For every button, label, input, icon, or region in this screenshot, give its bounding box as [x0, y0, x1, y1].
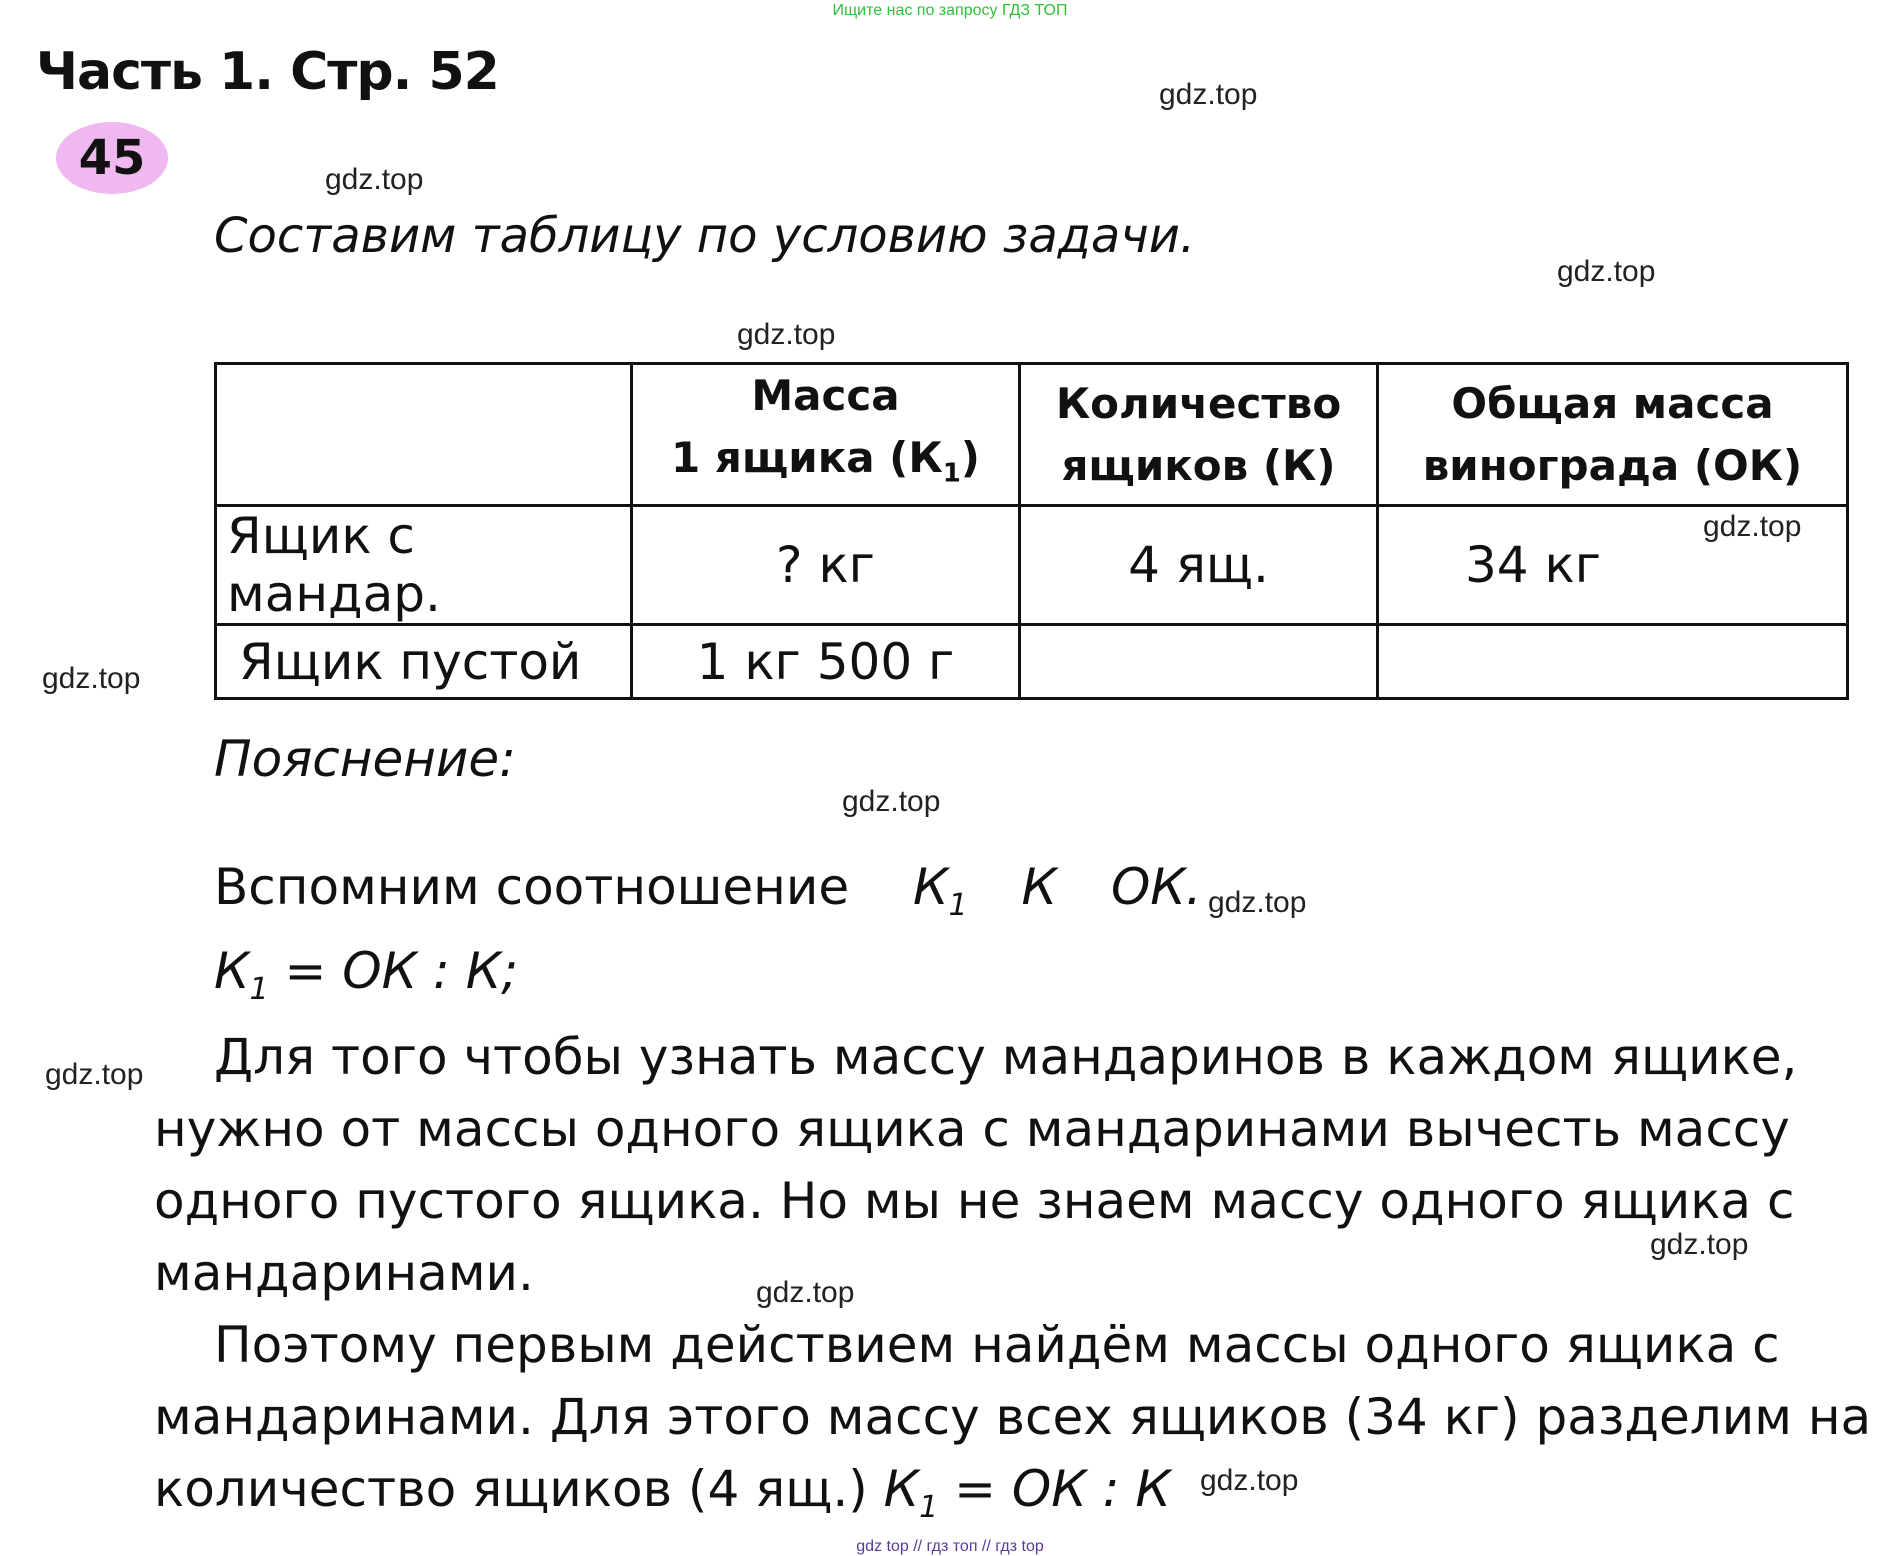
watermark: gdz.top — [756, 1276, 855, 1309]
cell-count — [1020, 625, 1378, 699]
paragraph-line: мандаринами. Для этого массу всех ящиков (34 кг) разделим на — [154, 1388, 1872, 1446]
formula-line: $К_1$ = ОК : К; — [214, 942, 519, 1007]
watermark: gdz.top — [1557, 255, 1656, 288]
header-empty — [216, 364, 632, 506]
watermark: gdz.top — [737, 318, 836, 351]
watermark: gdz.top — [42, 662, 141, 695]
watermark: gdz.top — [1703, 510, 1802, 543]
intro-text: Составим таблицу по условию задачи. — [214, 208, 1196, 264]
paragraph-line: Для того чтобы узнать массу мандаринов в каждом ящике, — [214, 1028, 1798, 1086]
paragraph-line: одного пустого ящика. Но мы не знаем массу одного ящика с — [154, 1172, 1795, 1230]
cell-mass: ? кг — [632, 506, 1020, 625]
table-row — [216, 625, 1848, 699]
top-banner: Ищите нас по запросу ГДЗ ТОП — [832, 2, 1068, 19]
page-title: Часть 1. Стр. 52 — [36, 42, 499, 102]
condition-table — [214, 362, 1849, 700]
row-label: Ящик пустой — [216, 625, 632, 699]
explanation-heading: Пояснение: — [214, 730, 517, 788]
footer-watermark: gdz top // гдз топ // гдз top — [856, 1538, 1044, 1555]
cell-total — [1378, 625, 1848, 699]
paragraph-line: Поэтому первым действием найдём массы одного ящика с — [214, 1316, 1780, 1374]
watermark: gdz.top — [842, 785, 941, 818]
header-count: Количество ящиков (К) — [1020, 364, 1378, 506]
watermark: gdz.top — [1200, 1464, 1299, 1497]
header-total: Общая масса винограда (ОК) — [1378, 364, 1848, 506]
paragraph-line: мандаринами. — [154, 1244, 534, 1302]
cell-total: 34 кг — [1378, 506, 1848, 625]
watermark: gdz.top — [325, 163, 424, 196]
cell-mass: 1 кг 500 г — [632, 625, 1020, 699]
watermark: gdz.top — [1650, 1228, 1749, 1261]
paragraph-line: количество ящиков (4 ящ.) $К_1$ = ОК : К — [154, 1460, 1171, 1525]
task-number: 45 — [78, 130, 146, 186]
header-mass: Масса 1 ящика $(К_1)$ — [632, 364, 1020, 506]
table-row — [216, 506, 1848, 625]
task-number-badge — [56, 122, 168, 194]
watermark: gdz.top — [1159, 78, 1258, 111]
recall-line: Вспомним соотношение $К_1$ К ОК. — [214, 858, 1202, 923]
watermark: gdz.top — [1208, 886, 1307, 919]
row-label: Ящик с мандар. — [216, 506, 632, 625]
paragraph-line: нужно от массы одного ящика с мандаринами вычесть массу — [154, 1100, 1790, 1158]
cell-count: 4 ящ. — [1020, 506, 1378, 625]
table-header-row — [216, 364, 1848, 506]
watermark: gdz.top — [45, 1058, 144, 1091]
